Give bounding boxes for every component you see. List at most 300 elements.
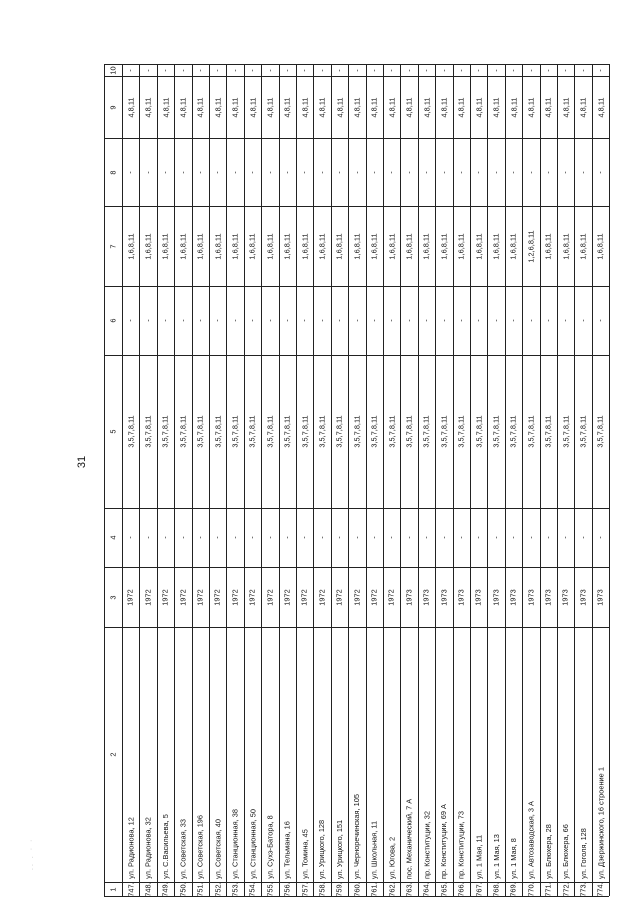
table-cell-text: -: [352, 319, 362, 322]
table-cell-text: -: [369, 170, 379, 174]
row-rule: [400, 64, 401, 896]
table-cell-text: -: [404, 170, 414, 174]
table-cell: [226, 286, 243, 355]
table-cell: [383, 355, 400, 508]
table-cell: [592, 64, 609, 76]
table-cell: [366, 76, 383, 138]
table-cell-text: -: [265, 536, 275, 539]
table-cell: [453, 286, 470, 355]
table-cell-text: -: [300, 536, 310, 539]
table-cell-text: -: [421, 68, 431, 72]
header-cell-text: 10: [108, 65, 118, 75]
table-cell-text: -: [143, 170, 153, 174]
table-cell: [470, 64, 487, 76]
table-cell: [192, 627, 209, 882]
table-cell-text: -: [178, 68, 188, 72]
table-cell: [122, 64, 139, 76]
table-cell: [348, 76, 365, 138]
table-cell-text: 1,6,8,11: [439, 232, 449, 260]
table-cell: [139, 206, 156, 286]
table-cell-text: -: [456, 319, 466, 322]
table-cell: [574, 882, 591, 896]
table-cell-text: -: [387, 170, 397, 174]
table-cell: [470, 286, 487, 355]
table-cell: [418, 76, 435, 138]
table-cell-text: -: [213, 68, 223, 72]
header-cell-text: 2: [108, 752, 118, 757]
table-cell: [557, 138, 574, 206]
table-cell: [174, 206, 191, 286]
table-cell-text: 4,8,11: [369, 97, 379, 117]
row-rule: [453, 64, 454, 896]
table-cell-text: 1,6,8,11: [160, 232, 170, 260]
table-cell-text: 771.: [543, 882, 553, 896]
header-cell: [104, 627, 122, 882]
column-rule: [104, 627, 609, 628]
table-cell: [383, 64, 400, 76]
table-cell-text: -: [282, 170, 292, 174]
table-cell: [313, 76, 330, 138]
table-cell: [435, 508, 452, 567]
table-cell: [331, 206, 348, 286]
table-cell: [279, 627, 296, 882]
table-cell-text: -: [195, 68, 205, 72]
table-cell-text: ул. Советская, 40: [213, 819, 223, 879]
table-cell: [487, 627, 504, 882]
table-cell-text: 748.: [143, 882, 153, 896]
table-cell: [522, 286, 539, 355]
table-cell: [540, 508, 557, 567]
table-cell: [192, 567, 209, 627]
table-cell: [487, 138, 504, 206]
table-cell-text: 1972: [247, 588, 257, 606]
table-cell-text: 3,5,7,8,11: [195, 415, 205, 448]
table-cell-text: 1,6,8,11: [561, 232, 571, 260]
table-cell-text: -: [143, 536, 153, 539]
table-cell-text: 749.: [160, 882, 170, 896]
table-cell: [366, 355, 383, 508]
table-cell-text: ул. Радионова, 32: [143, 817, 153, 879]
table-cell-text: -: [213, 319, 223, 322]
table-cell-text: -: [561, 170, 571, 174]
table-cell-text: 1972: [352, 588, 362, 606]
table-cell: [139, 567, 156, 627]
table-cell-text: ул. Гоголя, 128: [578, 828, 588, 879]
table-cell: [174, 355, 191, 508]
table-cell: [192, 508, 209, 567]
table-cell-text: 3,5,7,8,11: [439, 415, 449, 448]
table-cell-text: 757.: [300, 882, 310, 896]
column-rule: [104, 896, 609, 897]
table-cell: [366, 64, 383, 76]
table-cell-text: 1,6,8,11: [387, 232, 397, 260]
table-cell: [557, 76, 574, 138]
table-cell: [122, 76, 139, 138]
table-cell: [313, 286, 330, 355]
table-cell-text: 3,5,7,8,11: [491, 415, 501, 448]
table-cell: [296, 286, 313, 355]
table-cell-text: -: [195, 536, 205, 539]
header-cell-text: 4: [108, 535, 118, 540]
table-cell-text: 1,6,8,11: [334, 232, 344, 260]
table-cell: [226, 355, 243, 508]
header-cell-text: 8: [108, 169, 118, 175]
table-cell: [400, 64, 417, 76]
table-cell: [157, 508, 174, 567]
table-cell: [313, 206, 330, 286]
table-cell-text: -: [561, 319, 571, 322]
header-cell: [104, 76, 122, 138]
table-cell-text: 4,8,11: [265, 97, 275, 117]
table-cell-text: -: [578, 170, 588, 174]
table-cell: [261, 508, 278, 567]
table-cell: [366, 286, 383, 355]
table-cell: [331, 76, 348, 138]
table-cell-text: -: [595, 170, 605, 174]
table-cell: [505, 286, 522, 355]
table-cell-text: 1973: [421, 588, 431, 606]
table-cell-text: 4,8,11: [352, 97, 362, 117]
table-cell-text: -: [126, 170, 136, 174]
table-cell: [487, 355, 504, 508]
table-cell: [400, 76, 417, 138]
table-cell-text: -: [334, 319, 344, 322]
table-cell: [470, 355, 487, 508]
table-cell: [209, 355, 226, 508]
table-cell-text: 1972: [178, 588, 188, 606]
table-cell-text: -: [421, 170, 431, 174]
table-cell-text: 747.: [126, 882, 136, 896]
table-cell-text: -: [439, 319, 449, 322]
table-cell-text: 1,6,8,11: [143, 232, 153, 260]
header-cell-text: 1: [108, 886, 118, 892]
table-cell-text: -: [595, 319, 605, 322]
table-cell-text: -: [439, 536, 449, 539]
table-cell-text: -: [508, 536, 518, 539]
table-cell-text: ул. Черноречинская, 105: [352, 794, 362, 879]
table-cell-text: 1,6,8,11: [474, 232, 484, 260]
table-cell-text: 1972: [369, 588, 379, 606]
table-cell: [592, 206, 609, 286]
table-cell: [122, 286, 139, 355]
table-cell-text: 3,5,7,8,11: [404, 415, 414, 448]
table-cell-text: 1972: [282, 588, 292, 606]
table-cell-text: -: [317, 68, 327, 72]
table-cell-text: 3,5,7,8,11: [474, 415, 484, 448]
table-cell-text: 1,6,8,11: [404, 232, 414, 260]
table-cell-text: 1,6,8,11: [543, 232, 553, 260]
table-cell: [348, 508, 365, 567]
table-cell: [435, 355, 452, 508]
table-cell: [331, 627, 348, 882]
table-cell-text: 755.: [265, 882, 275, 896]
table-cell: [540, 64, 557, 76]
table-cell: [418, 206, 435, 286]
table-cell-text: 774.: [595, 882, 605, 896]
table-cell: [383, 627, 400, 882]
table-cell-text: 1,6,8,11: [456, 232, 466, 260]
table-cell-text: -: [421, 536, 431, 539]
table-cell: [157, 567, 174, 627]
table-cell: [557, 508, 574, 567]
table-cell: [592, 508, 609, 567]
table-cell: [453, 206, 470, 286]
table-cell-text: 4,8,11: [578, 97, 588, 117]
column-rule: [104, 355, 609, 356]
scan-marks: .. . · ·: [28, 837, 35, 870]
table-cell-text: 3,5,7,8,11: [178, 415, 188, 448]
row-rule: [209, 64, 210, 896]
table-cell: [157, 138, 174, 206]
table-cell: [244, 286, 261, 355]
table-cell: [522, 355, 539, 508]
table-cell: [592, 627, 609, 882]
table-cell: [557, 64, 574, 76]
table-cell-text: -: [369, 68, 379, 72]
header-cell: [104, 508, 122, 567]
table-cell-text: ул. Тельмана, 16: [282, 821, 292, 879]
table-cell-text: -: [334, 536, 344, 539]
table-cell: [296, 355, 313, 508]
row-rule: [192, 64, 193, 896]
column-rule: [104, 286, 609, 287]
table-cell-text: 773.: [578, 882, 588, 896]
table-cell: [574, 567, 591, 627]
table-cell: [244, 882, 261, 896]
table-cell: [574, 627, 591, 882]
table-cell: [139, 355, 156, 508]
table-cell: [244, 508, 261, 567]
table-cell: [557, 627, 574, 882]
table-cell: [348, 286, 365, 355]
header-cell: [104, 567, 122, 627]
table-cell-text: -: [160, 68, 170, 72]
table-cell-text: -: [247, 536, 257, 539]
table-cell: [487, 76, 504, 138]
table-cell: [244, 567, 261, 627]
table-cell-text: 766.: [456, 882, 466, 896]
table-cell-text: ул. 1 Мая, 11: [474, 834, 484, 880]
table-cell-text: 3,5,7,8,11: [508, 415, 518, 448]
table-cell-text: 4,8,11: [596, 97, 605, 117]
table-cell: [122, 508, 139, 567]
column-rule: [104, 64, 609, 65]
table-cell: [557, 567, 574, 627]
table-cell-text: -: [317, 170, 327, 174]
table-cell: [348, 206, 365, 286]
row-rule: [296, 64, 297, 896]
table-cell-text: 768.: [491, 882, 501, 896]
table-cell: [383, 206, 400, 286]
table-cell: [174, 567, 191, 627]
header-cell-text: 9: [108, 104, 118, 110]
table-cell: [366, 138, 383, 206]
table-cell-text: -: [456, 68, 466, 72]
table-cell-text: 4,8,11: [248, 97, 257, 117]
table-cell: [522, 627, 539, 882]
table-cell: [174, 286, 191, 355]
table-cell-text: -: [387, 68, 397, 72]
table-cell-text: 4,8,11: [404, 97, 414, 117]
table-cell-text: -: [195, 319, 205, 322]
table-cell: [400, 355, 417, 508]
table-cell: [261, 138, 278, 206]
row-rule: [244, 64, 245, 896]
table-cell: [418, 567, 435, 627]
table-cell: [453, 882, 470, 896]
table-cell: [174, 64, 191, 76]
table-cell-text: -: [595, 536, 605, 539]
table-cell: [453, 567, 470, 627]
table-cell: [383, 76, 400, 138]
table-cell-text: -: [317, 536, 327, 539]
table-cell-text: ул. Автозаводская, 3 А: [526, 801, 536, 879]
table-cell-text: 3,5,7,8,11: [317, 415, 327, 448]
table-cell: [383, 567, 400, 627]
table-cell: [226, 627, 243, 882]
header-cell-text: 3: [108, 594, 118, 600]
table-cell-text: 1,6,8,11: [213, 232, 223, 260]
table-cell-text: 1973: [561, 588, 571, 606]
row-rule: [313, 64, 314, 896]
table-cell-text: 760.: [352, 882, 362, 896]
row-rule: [592, 64, 593, 896]
table-cell: [540, 138, 557, 206]
table-cell: [574, 64, 591, 76]
table-cell: [261, 206, 278, 286]
table-cell: [592, 355, 609, 508]
table-cell-text: 4,8,11: [543, 97, 553, 117]
table-cell-text: 3,5,7,8,11: [230, 415, 240, 448]
column-rule: [104, 508, 609, 509]
table-cell: [557, 286, 574, 355]
table-cell: [244, 76, 261, 138]
table-cell-text: 3,5,7,8,11: [456, 415, 466, 448]
table-cell-text: 1973: [456, 588, 466, 606]
table-cell: [470, 882, 487, 896]
table-cell-text: 1,6,8,11: [369, 232, 379, 260]
table-cell-text: 3,5,7,8,11: [282, 415, 292, 448]
table-cell: [279, 567, 296, 627]
table-cell: [383, 286, 400, 355]
table-cell: [540, 882, 557, 896]
table-cell-text: -: [439, 170, 449, 174]
table-cell: [348, 627, 365, 882]
table-cell-text: 1972: [317, 588, 327, 606]
row-rule: [104, 64, 105, 896]
table-cell-text: -: [247, 68, 257, 72]
table-cell-text: 753.: [230, 882, 240, 896]
table-cell: [348, 355, 365, 508]
table-cell-text: 1973: [508, 588, 518, 606]
table-cell-text: ул. Сухэ-Батора, 8: [265, 815, 275, 879]
table-cell: [296, 567, 313, 627]
table-cell-text: -: [369, 319, 379, 322]
table-cell: [279, 508, 296, 567]
table-cell: [574, 355, 591, 508]
table-cell-text: 4,8,11: [439, 97, 449, 117]
table-cell: [157, 355, 174, 508]
table-cell-text: -: [230, 170, 240, 174]
table-cell: [453, 138, 470, 206]
table-cell-text: -: [213, 536, 223, 539]
table-cell-text: ул. Урицкого, 128: [317, 819, 327, 880]
table-cell: [226, 138, 243, 206]
table-cell-text: 4,8,11: [526, 97, 536, 117]
table-cell-text: -: [247, 170, 257, 174]
table-cell-text: 1,6,8,11: [491, 232, 501, 260]
header-cell-text: 5: [108, 429, 118, 434]
table-cell-text: 1973: [543, 588, 553, 606]
table-cell: [122, 882, 139, 896]
table-cell: [383, 508, 400, 567]
table-cell-text: -: [578, 319, 588, 322]
table-cell-text: 4,8,11: [213, 97, 223, 117]
table-cell: [348, 138, 365, 206]
table-cell-text: 3,5,7,8,11: [387, 415, 397, 448]
table-cell-text: -: [265, 170, 275, 174]
table-cell-text: 1972: [230, 588, 240, 606]
table-cell-text: ул. Советская, 196: [195, 814, 205, 880]
table-cell-text: 1972: [213, 588, 223, 606]
table-cell-text: 3,5,7,8,11: [578, 415, 588, 448]
table-cell: [209, 508, 226, 567]
row-rule: [331, 64, 332, 896]
table-cell: [139, 64, 156, 76]
table-cell-text: 4,8,11: [561, 97, 571, 117]
table-cell: [366, 508, 383, 567]
table-cell-text: 1972: [143, 588, 153, 606]
table-cell-text: -: [561, 68, 571, 72]
table-cell-text: 767.: [474, 882, 484, 896]
table-cell-text: 761.: [369, 882, 379, 896]
table-cell: [487, 64, 504, 76]
table-cell-text: 3,5,7,8,11: [334, 415, 344, 448]
table-cell-text: -: [317, 319, 327, 322]
column-rule: [104, 138, 609, 139]
table-cell-text: 1,6,8,11: [265, 232, 275, 260]
table-cell-text: -: [178, 536, 188, 539]
table-cell: [470, 76, 487, 138]
table-cell: [418, 138, 435, 206]
table-cell: [331, 138, 348, 206]
table-cell-text: -: [526, 536, 536, 539]
table-cell: [209, 138, 226, 206]
table-cell-text: 4,8,11: [317, 97, 327, 117]
table-cell-text: -: [126, 68, 136, 72]
table-cell-text: -: [143, 68, 153, 72]
table-cell: [400, 286, 417, 355]
table-cell: [435, 76, 452, 138]
table-cell-text: ул. Дзержинского, 16 строение 1: [596, 767, 605, 879]
table-cell: [192, 206, 209, 286]
table-cell: [331, 286, 348, 355]
header-cell: [104, 206, 122, 286]
table-cell-text: -: [352, 68, 362, 72]
table-cell: [505, 206, 522, 286]
table-cell-text: 3,5,7,8,11: [369, 415, 379, 448]
table-cell: [366, 567, 383, 627]
table-cell: [540, 355, 557, 508]
table-cell-text: -: [160, 536, 170, 539]
table-cell: [209, 882, 226, 896]
table-cell-text: -: [143, 319, 153, 322]
table-cell: [400, 206, 417, 286]
row-rule: [174, 64, 175, 896]
table-cell-text: -: [178, 319, 188, 322]
table-cell-text: 1,6,8,11: [578, 232, 588, 260]
table-cell-text: -: [230, 68, 240, 72]
